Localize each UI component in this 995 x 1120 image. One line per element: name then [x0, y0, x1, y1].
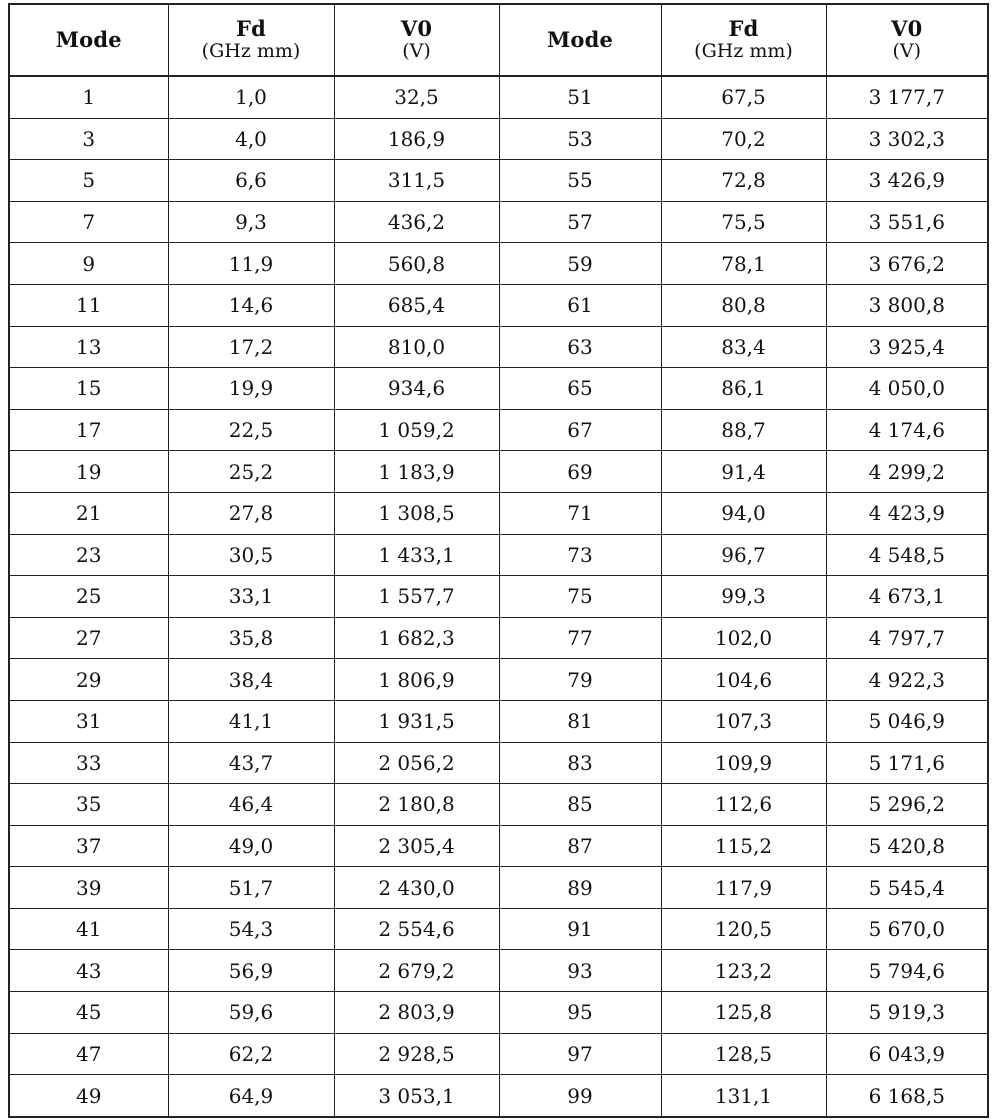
mode-cell: 55 [499, 160, 661, 202]
table-row [9, 284, 988, 326]
fd-cell: 83,4 [661, 326, 826, 368]
mode-cell: 7 [9, 201, 168, 243]
mode-cell: 75 [499, 576, 661, 618]
header-fd-left [168, 4, 334, 76]
v0-cell: 934,6 [334, 368, 499, 410]
header-label: Mode [546, 26, 614, 52]
header-fd-right [661, 4, 826, 76]
fd-cell: 88,7 [661, 409, 826, 451]
v0-cell: 2 928,5 [334, 1033, 499, 1075]
mode-cell: 41 [9, 908, 168, 950]
table-row [9, 160, 988, 202]
v0-cell: 5 919,3 [826, 992, 988, 1034]
v0-cell: 5 296,2 [826, 784, 988, 826]
fd-cell: 120,5 [661, 908, 826, 950]
v0-cell: 6 043,9 [826, 1033, 988, 1075]
fd-cell: 112,6 [661, 784, 826, 826]
fd-cell: 128,5 [661, 1033, 826, 1075]
fd-cell: 9,3 [168, 201, 334, 243]
mode-cell: 99 [499, 1075, 661, 1117]
fd-cell: 6,6 [168, 160, 334, 202]
mode-cell: 49 [9, 1075, 168, 1117]
v0-cell: 4 548,5 [826, 534, 988, 576]
v0-cell: 5 046,9 [826, 700, 988, 742]
mode-cell: 1 [9, 76, 168, 118]
v0-cell: 1 806,9 [334, 659, 499, 701]
header-label: Fd [728, 16, 759, 41]
mode-cell: 31 [9, 700, 168, 742]
fd-cell: 62,2 [168, 1033, 334, 1075]
fd-cell: 96,7 [661, 534, 826, 576]
mode-cell: 37 [9, 825, 168, 867]
mode-cell: 67 [499, 409, 661, 451]
v0-cell: 4 423,9 [826, 492, 988, 534]
v0-cell: 32,5 [334, 76, 499, 118]
table-row [9, 76, 988, 118]
fd-cell: 33,1 [168, 576, 334, 618]
header-label: Fd [236, 16, 266, 41]
v0-cell: 3 053,1 [334, 1075, 499, 1117]
v0-cell: 810,0 [334, 326, 499, 368]
v0-cell: 5 794,6 [826, 950, 988, 992]
table-row [9, 867, 988, 909]
v0-cell: 6 168,5 [826, 1075, 988, 1117]
fd-cell: 99,3 [661, 576, 826, 618]
v0-cell: 1 557,7 [334, 576, 499, 618]
v0-cell: 5 171,6 [826, 742, 988, 784]
mode-cell: 3 [9, 118, 168, 160]
header-mode-right [499, 4, 661, 76]
mode-cell: 51 [499, 76, 661, 118]
fd-cell: 64,9 [168, 1075, 334, 1117]
v0-cell: 3 302,3 [826, 118, 988, 160]
mode-cell: 43 [9, 950, 168, 992]
mode-cell: 57 [499, 201, 661, 243]
v0-cell: 1 183,9 [334, 451, 499, 493]
fd-cell: 80,8 [661, 284, 826, 326]
fd-cell: 14,6 [168, 284, 334, 326]
fd-cell: 59,6 [168, 992, 334, 1034]
header-unit: (V) [892, 40, 922, 63]
v0-cell: 186,9 [334, 118, 499, 160]
fd-cell: 123,2 [661, 950, 826, 992]
table-row [9, 451, 988, 493]
v0-cell: 685,4 [334, 284, 499, 326]
v0-cell: 3 676,2 [826, 243, 988, 285]
v0-cell: 436,2 [334, 201, 499, 243]
fd-cell: 30,5 [168, 534, 334, 576]
fd-cell: 117,9 [661, 867, 826, 909]
fd-cell: 131,1 [661, 1075, 826, 1117]
mode-cell: 89 [499, 867, 661, 909]
v0-cell: 2 554,6 [334, 908, 499, 950]
table-header [9, 4, 988, 76]
mode-cell: 33 [9, 742, 168, 784]
fd-cell: 54,3 [168, 908, 334, 950]
mode-cell: 15 [9, 368, 168, 410]
table-row [9, 368, 988, 410]
mode-cell: 25 [9, 576, 168, 618]
table-row [9, 700, 988, 742]
v0-cell: 3 551,6 [826, 201, 988, 243]
table-row [9, 784, 988, 826]
table-row [9, 742, 988, 784]
v0-cell: 2 180,8 [334, 784, 499, 826]
v0-cell: 2 305,4 [334, 825, 499, 867]
table-row [9, 243, 988, 285]
v0-cell: 311,5 [334, 160, 499, 202]
fd-cell: 109,9 [661, 742, 826, 784]
mode-cell: 47 [9, 1033, 168, 1075]
fd-cell: 1,0 [168, 76, 334, 118]
mode-cell: 17 [9, 409, 168, 451]
mode-cell: 9 [9, 243, 168, 285]
mode-cell: 19 [9, 451, 168, 493]
mode-cell: 29 [9, 659, 168, 701]
fd-cell: 75,5 [661, 201, 826, 243]
v0-cell: 4 673,1 [826, 576, 988, 618]
fd-cell: 107,3 [661, 700, 826, 742]
fd-cell: 11,9 [168, 243, 334, 285]
fd-cell: 86,1 [661, 368, 826, 410]
fd-cell: 17,2 [168, 326, 334, 368]
v0-cell: 560,8 [334, 243, 499, 285]
fd-cell: 43,7 [168, 742, 334, 784]
mode-cell: 27 [9, 617, 168, 659]
fd-cell: 72,8 [661, 160, 826, 202]
mode-cell: 83 [499, 742, 661, 784]
v0-cell: 5 670,0 [826, 908, 988, 950]
fd-cell: 94,0 [661, 492, 826, 534]
fd-cell: 51,7 [168, 867, 334, 909]
table-row [9, 908, 988, 950]
mode-cell: 53 [499, 118, 661, 160]
fd-cell: 67,5 [661, 76, 826, 118]
fd-cell: 25,2 [168, 451, 334, 493]
table-row [9, 534, 988, 576]
fd-cell: 102,0 [661, 617, 826, 659]
mode-cell: 13 [9, 326, 168, 368]
header-label: Mode [55, 26, 122, 52]
v0-cell: 3 177,7 [826, 76, 988, 118]
table-body [9, 76, 988, 1117]
table-row [9, 617, 988, 659]
v0-cell: 2 056,2 [334, 742, 499, 784]
header-unit: (V) [402, 40, 431, 63]
mode-cell: 77 [499, 617, 661, 659]
fd-cell: 78,1 [661, 243, 826, 285]
fd-cell: 49,0 [168, 825, 334, 867]
mode-cell: 63 [499, 326, 661, 368]
table-row [9, 1033, 988, 1075]
fd-cell: 70,2 [661, 118, 826, 160]
fd-cell: 56,9 [168, 950, 334, 992]
table-row [9, 992, 988, 1034]
v0-cell: 1 308,5 [334, 492, 499, 534]
mode-cell: 95 [499, 992, 661, 1034]
v0-cell: 3 800,8 [826, 284, 988, 326]
mode-cell: 93 [499, 950, 661, 992]
mode-cell: 81 [499, 700, 661, 742]
fd-cell: 38,4 [168, 659, 334, 701]
v0-cell: 5 420,8 [826, 825, 988, 867]
mode-cell: 59 [499, 243, 661, 285]
table-row [9, 576, 988, 618]
v0-cell: 5 545,4 [826, 867, 988, 909]
v0-cell: 4 797,7 [826, 617, 988, 659]
fd-cell: 35,8 [168, 617, 334, 659]
header-v0-right [826, 4, 988, 76]
table-row [9, 492, 988, 534]
fd-cell: 115,2 [661, 825, 826, 867]
fd-cell: 91,4 [661, 451, 826, 493]
mode-cell: 73 [499, 534, 661, 576]
header-v0-left [334, 4, 499, 76]
mode-cell: 69 [499, 451, 661, 493]
mode-table-container [8, 3, 989, 1118]
mode-cell: 61 [499, 284, 661, 326]
mode-cell: 11 [9, 284, 168, 326]
table-row [9, 659, 988, 701]
mode-cell: 35 [9, 784, 168, 826]
fd-cell: 19,9 [168, 368, 334, 410]
mode-cell: 79 [499, 659, 661, 701]
mode-cell: 87 [499, 825, 661, 867]
v0-cell: 1 433,1 [334, 534, 499, 576]
v0-cell: 3 426,9 [826, 160, 988, 202]
fd-cell: 46,4 [168, 784, 334, 826]
table-row [9, 201, 988, 243]
fd-cell: 104,6 [661, 659, 826, 701]
mode-table [8, 3, 989, 1118]
mode-cell: 23 [9, 534, 168, 576]
table-row [9, 825, 988, 867]
table-row [9, 950, 988, 992]
fd-cell: 22,5 [168, 409, 334, 451]
header-unit: (GHz mm) [694, 40, 793, 63]
mode-cell: 5 [9, 160, 168, 202]
v0-cell: 4 922,3 [826, 659, 988, 701]
fd-cell: 4,0 [168, 118, 334, 160]
table-row [9, 118, 988, 160]
v0-cell: 2 430,0 [334, 867, 499, 909]
mode-cell: 91 [499, 908, 661, 950]
mode-cell: 39 [9, 867, 168, 909]
header-label: V0 [400, 16, 433, 41]
mode-cell: 85 [499, 784, 661, 826]
v0-cell: 3 925,4 [826, 326, 988, 368]
mode-cell: 97 [499, 1033, 661, 1075]
table-row [9, 409, 988, 451]
v0-cell: 2 803,9 [334, 992, 499, 1034]
v0-cell: 4 050,0 [826, 368, 988, 410]
header-unit: (GHz mm) [201, 40, 301, 63]
table-row [9, 326, 988, 368]
fd-cell: 125,8 [661, 992, 826, 1034]
header-label: V0 [891, 16, 923, 41]
v0-cell: 2 679,2 [334, 950, 499, 992]
v0-cell: 4 299,2 [826, 451, 988, 493]
mode-cell: 65 [499, 368, 661, 410]
header-mode-left [9, 4, 168, 76]
v0-cell: 1 931,5 [334, 700, 499, 742]
fd-cell: 27,8 [168, 492, 334, 534]
mode-cell: 71 [499, 492, 661, 534]
v0-cell: 1 059,2 [334, 409, 499, 451]
header-row [9, 4, 988, 76]
fd-cell: 41,1 [168, 700, 334, 742]
v0-cell: 4 174,6 [826, 409, 988, 451]
table-row [9, 1075, 988, 1117]
mode-cell: 21 [9, 492, 168, 534]
mode-cell: 45 [9, 992, 168, 1034]
v0-cell: 1 682,3 [334, 617, 499, 659]
